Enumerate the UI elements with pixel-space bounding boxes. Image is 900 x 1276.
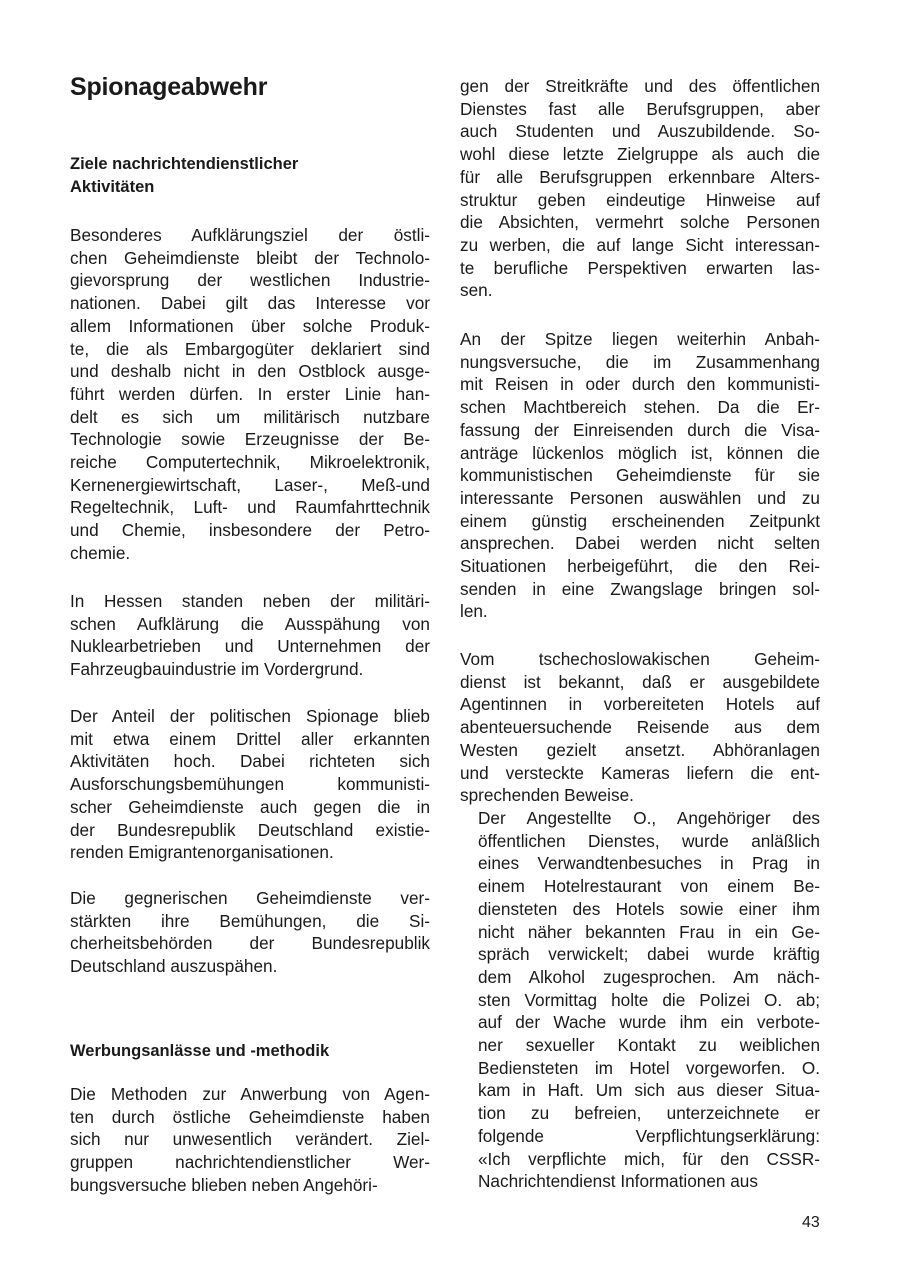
text-line: tion zu befreien, unterzeichnete er: [478, 1103, 820, 1124]
text-line: len.: [460, 601, 488, 622]
text-line: An der Spitze liegen weiterhin Anbah-: [460, 329, 820, 349]
text-line: schen Aufklärung die Ausspähung von: [70, 613, 430, 634]
text-line: Dienstes fast alle Berufsgruppen, aber: [460, 98, 820, 119]
text-line: Der Anteil der politischen Spionage blieb: [70, 706, 430, 726]
text-line: stärkten ihre Bemühungen, die Si-: [70, 910, 430, 931]
text-line: auf der Wache wurde ihm ein verbote-: [478, 1012, 820, 1033]
text-line: Situationen herbeigeführt, die den Rei-: [460, 556, 820, 577]
text-line: und deshalb nicht in den Ostblock ausge-: [70, 361, 430, 382]
text-line: Der Angestellte O., Angehöriger des: [478, 808, 820, 828]
text-line: dienst ist bekannt, daß er ausgebildete: [460, 671, 820, 692]
text-line: anträge lückenlos möglich ist, können die: [460, 442, 820, 463]
paragraph-cssr-geheimdienst: [460, 648, 820, 807]
text-line: ansprechen. Dabei werden nicht selten: [460, 533, 820, 554]
text-line: sprechenden Beweise.: [460, 785, 634, 806]
text-line: Besonderes Aufklärungsziel der östli-: [70, 225, 430, 245]
text-line: der Bundesrepublik Deutschland existie-: [70, 819, 430, 840]
text-line: fassung der Einreisenden durch die Visa-: [460, 419, 820, 440]
page-number: 43: [802, 1214, 820, 1231]
text-line: auch Studenten und Auszubildende. So-: [460, 121, 820, 142]
text-line: nungsversuche, die im Zusammenhang: [460, 351, 820, 372]
paragraph-zielgruppen: [460, 75, 820, 302]
text-line: und Chemie, insbesondere der Petro-: [70, 520, 430, 541]
paragraph-technologie: [70, 224, 430, 565]
text-line: abenteuersuchende Reisende aus dem: [460, 717, 820, 738]
text-line: Die Methoden zur Anwerbung von Agen-: [70, 1084, 430, 1104]
text-line: nicht näher bekannten Frau in ein Ge-: [478, 921, 820, 942]
text-line: eines Verwandtenbesuches in Prag in: [478, 853, 820, 874]
text-line: dem Alkohol zugesprochen. Am näch-: [478, 966, 820, 987]
text-line: Vom tschechoslowakischen Geheim-: [460, 649, 820, 669]
text-line: führt werden dürfen. In erster Linie han-: [70, 383, 430, 404]
text-line: delt es sich um militärisch nutzbare: [70, 406, 430, 427]
paragraph-politische-spionage: [70, 705, 430, 864]
text-line: mit Reisen in oder durch den kommunisti-: [460, 374, 820, 395]
paragraph-sicherheitsbehoerden: [70, 887, 430, 978]
text-line: bungsversuche blieben neben Angehöri-: [70, 1174, 378, 1195]
text-line: gievorsprung der westlichen Industrie-: [70, 270, 430, 291]
text-line: schen Machtbereich stehen. Da die Er-: [460, 397, 820, 418]
text-line: Aktivitäten hoch. Dabei richteten sich: [70, 751, 430, 772]
text-line: sich nur unwesentlich verändert. Ziel-: [70, 1129, 430, 1150]
text-line: Nachrichtendienst Informationen aus: [478, 1171, 758, 1192]
text-line: ner sexueller Kontakt zu weiblichen: [478, 1035, 820, 1056]
text-line: sten Vormittag holte die Polizei O. ab;: [478, 989, 820, 1010]
subheading-line: Ziele nachrichtendienstlicher: [70, 155, 299, 173]
subheading-werbung: Werbungsanlässe und -methodik: [70, 1042, 330, 1060]
subheading-line: Aktivitäten: [70, 178, 155, 196]
text-line: Kernenergiewirtschaft, Laser-, Meß-und: [70, 474, 430, 495]
text-line: Westen gezielt ansetzt. Abhöranlagen: [460, 739, 820, 760]
text-line: allem Informationen über solche Produk-: [70, 315, 430, 336]
text-line: ten durch östliche Geheimdienste haben: [70, 1106, 430, 1127]
subheading-ziele: [70, 153, 410, 199]
paragraph-reisen: [460, 328, 820, 623]
text-line: «Ich verpflichte mich, für den CSSR-: [478, 1148, 820, 1169]
text-line: folgende Verpflichtungserklärung:: [478, 1125, 820, 1146]
paragraph-hessen: [70, 590, 430, 681]
paragraph-fallbeispiel: [478, 807, 820, 1193]
text-line: chemie.: [70, 542, 131, 563]
text-line: scher Geheimdienste auch gegen die in: [70, 796, 430, 817]
text-line: zu werben, die auf lange Sicht interessan-: [460, 234, 820, 255]
text-line: reiche Computertechnik, Mikroelektronik,: [70, 452, 430, 473]
text-line: Die gegnerischen Geheimdienste ver-: [70, 888, 430, 908]
text-line: öffentlichen Dienstes, wurde anläßlich: [478, 830, 820, 851]
text-line: Ausforschungsbemühungen kommunisti-: [70, 774, 430, 795]
text-line: Nuklearbetrieben und Unternehmen der: [70, 636, 430, 657]
text-line: mit etwa einem Drittel aller erkannten: [70, 728, 430, 749]
text-line: Fahrzeugbauindustrie im Vordergrund.: [70, 659, 364, 680]
text-line: te, die als Embargogüter deklariert sind: [70, 338, 430, 359]
text-line: Deutschland auszuspähen.: [70, 956, 278, 977]
text-line: spräch verwickelt; dabei wurde kräftig: [478, 944, 820, 965]
text-line: für alle Berufsgruppen erkennbare Alters-: [460, 166, 820, 187]
text-line: chen Geheimdienste bleibt der Technolo-: [70, 247, 430, 268]
text-line: die Absichten, vermehrt solche Personen: [460, 212, 820, 233]
text-line: Technologie sowie Erzeugnisse der Be-: [70, 429, 430, 450]
text-line: te berufliche Perspektiven erwarten las-: [460, 257, 820, 278]
text-line: In Hessen standen neben der militäri-: [70, 591, 430, 611]
text-line: diensteten des Hotels sowie einer ihm: [478, 898, 820, 919]
text-line: einem günstig erscheinenden Zeitpunkt: [460, 510, 820, 531]
text-line: interessante Personen auswählen und zu: [460, 487, 820, 508]
text-line: gen der Streitkräfte und des öffentlichen: [460, 76, 820, 96]
text-line: kam in Haft. Um sich aus dieser Situa-: [478, 1080, 820, 1101]
text-line: einem Hotelrestaurant von einem Be-: [478, 876, 820, 897]
text-line: Regeltechnik, Luft- und Raumfahrttechnik: [70, 497, 430, 518]
text-line: Bediensteten im Hotel vorgeworfen. O.: [478, 1057, 820, 1078]
text-line: struktur geben eindeutige Hinweise auf: [460, 189, 820, 210]
text-line: Agentinnen in vorbereiteten Hotels auf: [460, 694, 820, 715]
paragraph-methoden: [70, 1083, 430, 1197]
text-line: kommunistischen Geheimdienste für sie: [460, 465, 820, 486]
text-line: cherheitsbehörden der Bundesrepublik: [70, 933, 430, 954]
text-line: und versteckte Kameras liefern die ent-: [460, 762, 820, 783]
text-line: nationen. Dabei gilt das Interesse vor: [70, 293, 430, 314]
text-line: senden in eine Zwangslage bringen sol-: [460, 578, 820, 599]
text-line: renden Emigrantenorganisationen.: [70, 842, 334, 863]
text-line: wohl diese letzte Zielgruppe als auch die: [460, 144, 820, 165]
page-title: Spionageabwehr: [70, 73, 268, 101]
text-line: sen.: [460, 280, 493, 301]
text-line: gruppen nachrichtendienstlicher Wer-: [70, 1152, 430, 1173]
